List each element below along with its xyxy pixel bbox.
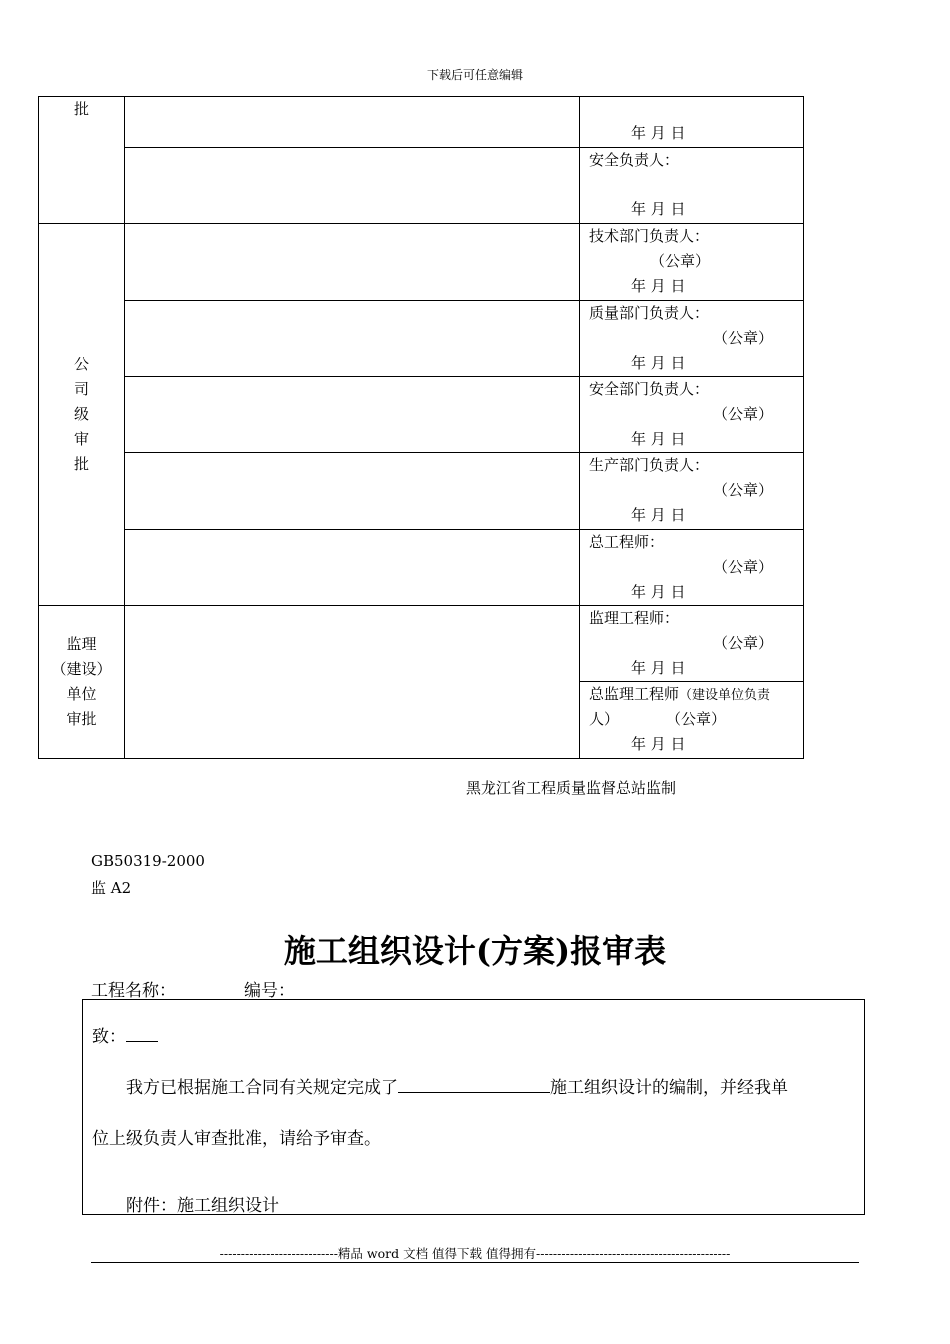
seal-text: （公章） [713, 634, 774, 652]
recipient-blank[interactable] [126, 1040, 158, 1042]
form-title: 施工组织设计(方案)报审表 [283, 932, 667, 970]
seal-text: （公章） [713, 329, 774, 347]
opinion-cell [125, 224, 580, 301]
submission-box [82, 999, 865, 1215]
signature-cell [580, 97, 804, 148]
supervision-label-line: 单位 [66, 685, 97, 703]
body-text-part2: 施工组织设计的编制，并经我单 [550, 1078, 788, 1098]
section-label-project [39, 97, 125, 224]
chief-supervision-text: 总监理工程师 [589, 685, 680, 703]
company-label-char: 批 [73, 455, 89, 473]
company-label-char: 司 [73, 380, 89, 398]
to-line [92, 1022, 158, 1047]
supervision-label-line: （建设） [51, 660, 112, 678]
supervision-label-line: 监理 [66, 635, 97, 653]
seal-text: （公章） [666, 710, 727, 728]
tech-dept-label: 技术部门负责人： [589, 227, 710, 245]
date-text: 年 月 日 [631, 430, 686, 448]
safety-person-label: 安全负责人： [589, 151, 680, 169]
safety-dept-label: 安全部门负责人： [589, 380, 710, 398]
opinion-cell [125, 453, 580, 530]
date-text: 年 月 日 [631, 277, 686, 295]
body-line-2: 位上级负责人审查批准，请给予审查。 [92, 1129, 381, 1149]
seal-text: （公章） [713, 558, 774, 576]
chief-supervision-paren: （建设单位负责 [679, 688, 771, 703]
chief-engineer-label: 总工程师： [589, 533, 665, 551]
signature-cell [580, 148, 804, 224]
company-label-char: 审 [73, 430, 89, 448]
section-top-label: 批 [73, 100, 89, 118]
design-name-blank[interactable] [398, 1091, 550, 1093]
company-label-char: 级 [73, 405, 89, 423]
project-name-label: 工程名称： [91, 981, 176, 1001]
approval-table [38, 96, 804, 759]
signature-cell [580, 606, 804, 682]
opinion-cell [125, 377, 580, 453]
signature-cell [580, 377, 804, 453]
footer-divider [91, 1262, 859, 1263]
quality-dept-label: 质量部门负责人： [589, 304, 710, 322]
date-text: 年 月 日 [631, 200, 686, 218]
opinion-cell [125, 301, 580, 377]
supervision-engineer-label: 监理工程师： [589, 609, 680, 627]
chief-supervision-tail: 人） [589, 710, 620, 728]
standard-code: GB50319-2000 [91, 852, 205, 870]
date-text: 年 月 日 [631, 583, 686, 601]
section-label-supervision [39, 606, 125, 759]
seal-text: （公章） [713, 481, 774, 499]
date-text: 年 月 日 [631, 124, 686, 142]
number-label: 编号： [244, 981, 295, 1001]
opinion-cell [125, 148, 580, 224]
seal-text: （公章） [713, 405, 774, 423]
date-text: 年 月 日 [631, 659, 686, 677]
body-text-part1: 我方已根据施工合同有关规定完成了 [126, 1078, 398, 1098]
page-footer: ----------------------------精品 word 文档 值得下载 值得拥有---------------------------------------------- [219, 1246, 731, 1261]
body-line-1 [126, 1073, 788, 1098]
opinion-cell [125, 530, 580, 606]
supervision-label-line: 审批 [66, 710, 97, 728]
signature-cell [580, 530, 804, 606]
section-label-company [39, 224, 125, 606]
seal-text: （公章） [650, 252, 711, 270]
attachment-line: 附件：施工组织设计 [126, 1196, 279, 1216]
opinion-cell [125, 606, 580, 759]
page-header: 下载后可任意编辑 [426, 68, 523, 82]
signature-cell [580, 682, 804, 759]
chief-supervision-label [589, 682, 770, 708]
org-footer: 黑龙江省工程质量监督总站监制 [466, 779, 677, 797]
production-dept-label: 生产部门负责人： [589, 456, 710, 474]
company-label-char: 公 [73, 355, 89, 373]
to-label: 致： [92, 1027, 126, 1047]
date-text: 年 月 日 [631, 735, 686, 753]
signature-cell [580, 453, 804, 530]
signature-cell [580, 301, 804, 377]
signature-cell [580, 224, 804, 301]
form-code: 监 A2 [91, 879, 132, 897]
date-text: 年 月 日 [631, 506, 686, 524]
opinion-cell [125, 97, 580, 148]
date-text: 年 月 日 [631, 354, 686, 372]
